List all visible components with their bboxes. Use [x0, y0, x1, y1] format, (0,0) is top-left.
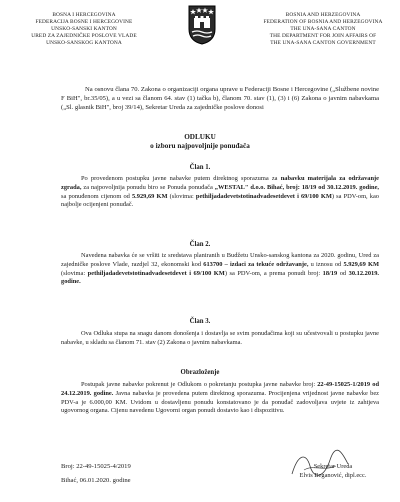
- text-segment: Navedena nabavka će se vršiti iz sredstava planiranih u Budžetu Unsko-sanskog kantona za 2020. godinu, Ured za zajedničke poslove Vlade, razdjel 32, ekonomski kod: [61, 252, 379, 268]
- text-segment: od: [337, 269, 349, 277]
- article-1-heading: Član 1.: [189, 164, 211, 171]
- reasoning-text: [61, 381, 379, 416]
- text-bold: „WESTAL" d.o.o. Bihać, broj: 18/19 od 30.12.2019. godine,: [214, 183, 379, 191]
- header-left-line: FEDERACIJA BOSNE I HERCEGOVINE: [35, 19, 133, 25]
- article-3-heading: Član 3.: [189, 318, 211, 325]
- header-right-line: THE UNA-SANA CANTON: [290, 26, 356, 32]
- reasoning-heading: Obrazloženje: [180, 369, 220, 376]
- document-number: Broj: 22-49-15025-4/2019: [61, 463, 131, 470]
- text-segment: ) sa PDV-om, kao najbolje ocijenjeni ponuđač.: [61, 192, 380, 209]
- text-bold: 18/19: [322, 269, 338, 277]
- header-left-line: UNSKO-SANSKOG KANTONA: [46, 40, 122, 46]
- text-bold: 30.12.2019. godine.: [61, 269, 379, 286]
- text-bold: 613700 – izdaci za tekuće održavanje,: [203, 260, 309, 268]
- header-left-line: UNSKO-SANSKI KANTON: [51, 26, 117, 32]
- text-segment: (slovima:: [167, 192, 196, 200]
- header-right-line: THE DEPARTMENT FOR JOIN AFFAIRS OF: [269, 33, 377, 39]
- document-subtitle: o izboru najpovoljnije ponuđača: [150, 142, 250, 150]
- text-segment: (slovima:: [61, 269, 88, 277]
- text-bold: pethiljadadevetstotinadvadesetdevet i 69/100 KM: [195, 192, 332, 200]
- header-right: [258, 12, 388, 47]
- text-segment: Postupak javne nabavke pokrenut je Odlukom o pokretanju postupka javne nabavke broj:: [81, 381, 318, 388]
- header-right-line: BOSNIA AND HERZEGOVINA: [285, 12, 361, 18]
- text-segment: ) sa PDV-om, a prema ponudi broj:: [224, 269, 323, 277]
- signatory-title: Sekretar Ureda: [313, 463, 353, 470]
- signature-block: [278, 463, 388, 480]
- text-bold: 5.929,69 KM: [343, 260, 379, 268]
- coat-of-arms-icon: [188, 5, 216, 45]
- article-2-text: [61, 252, 379, 287]
- document-date: Bihać, 06.01.2020. godine: [61, 477, 131, 484]
- document-title: ODLUKU: [184, 133, 216, 141]
- header-right-line: FEDERATION OF BOSNIA AND HERZEGOVINA: [263, 19, 383, 25]
- text-segment: za najpovoljnija ponudu biro se Ponuda ponuđača: [81, 183, 215, 191]
- text-segment: Javna nabavka je provedena putem direktnog sporazuma. Procijenjena vrijednost javne nabavke bez PDV-a je 6.000,00 KM. Uvidom u dostavljenu ponudu konstatovano je da ponuđač zadovoljava uvjete iz zahtjeva ugovornog organa. Cijenu navedenu Ugovorni organ ponudi dostavio kao i dispozitivu.: [61, 389, 379, 415]
- article-3-text: [61, 330, 379, 348]
- header-left-line: BOSNA I HERCEGOVINA: [52, 12, 116, 18]
- preamble: [61, 86, 379, 112]
- signatory-name: Elvis Beganović, dipl.ecc.: [299, 471, 367, 479]
- text-segment: Po provedenom postupku javne nabavke putem direktnog sporazuma za: [81, 175, 281, 182]
- text-bold: 5.929,69 KM: [131, 192, 168, 200]
- article-3-paragraph: Ova Odluka stupa na snagu danom donošenja i dostavlja se svim ponuđačima koji su učestvovali u postupku javne nabavke, u skladu sa članom 71. stav (2) Zakona o javnim nabavkama.: [61, 330, 379, 346]
- article-1-text: [61, 175, 379, 210]
- header-left-line: URED ZA ZAJEDNIČKE POSLOVE VLADE: [31, 33, 137, 39]
- text-segment: u iznosu od: [308, 260, 344, 268]
- text-bold: 22-49-15025-1/2019 od 24.12.2019. godine.: [61, 381, 379, 397]
- text-bold: nabavku materijala za održavanje zgrada,: [61, 175, 379, 191]
- text-bold: pethiljadadevetstotinadvadesetdevet i 69/100 KM: [87, 269, 225, 277]
- header-right-line: THE UNA-SANA CANTON GOVERNMENT: [270, 40, 376, 46]
- header-left: [14, 12, 154, 47]
- text-segment: sa ponuđenom cijenom od: [61, 192, 132, 200]
- preamble-text: Na osnovu člana 70. Zakona o organizaciji organa uprave u Federaciji Bosne i Hercegovine („Službene novine F BiH", br.35/05), a u vezi sa članom 64. stav (1) tačka b), članom 70. stav (1), (3) i (6) Zakona o javnim nabavkama („Sl. glasnik BiH", broj 39/14), Sekretar Ureda za zajedničke poslove donosi: [61, 86, 379, 111]
- article-2-heading: Član 2.: [189, 241, 211, 248]
